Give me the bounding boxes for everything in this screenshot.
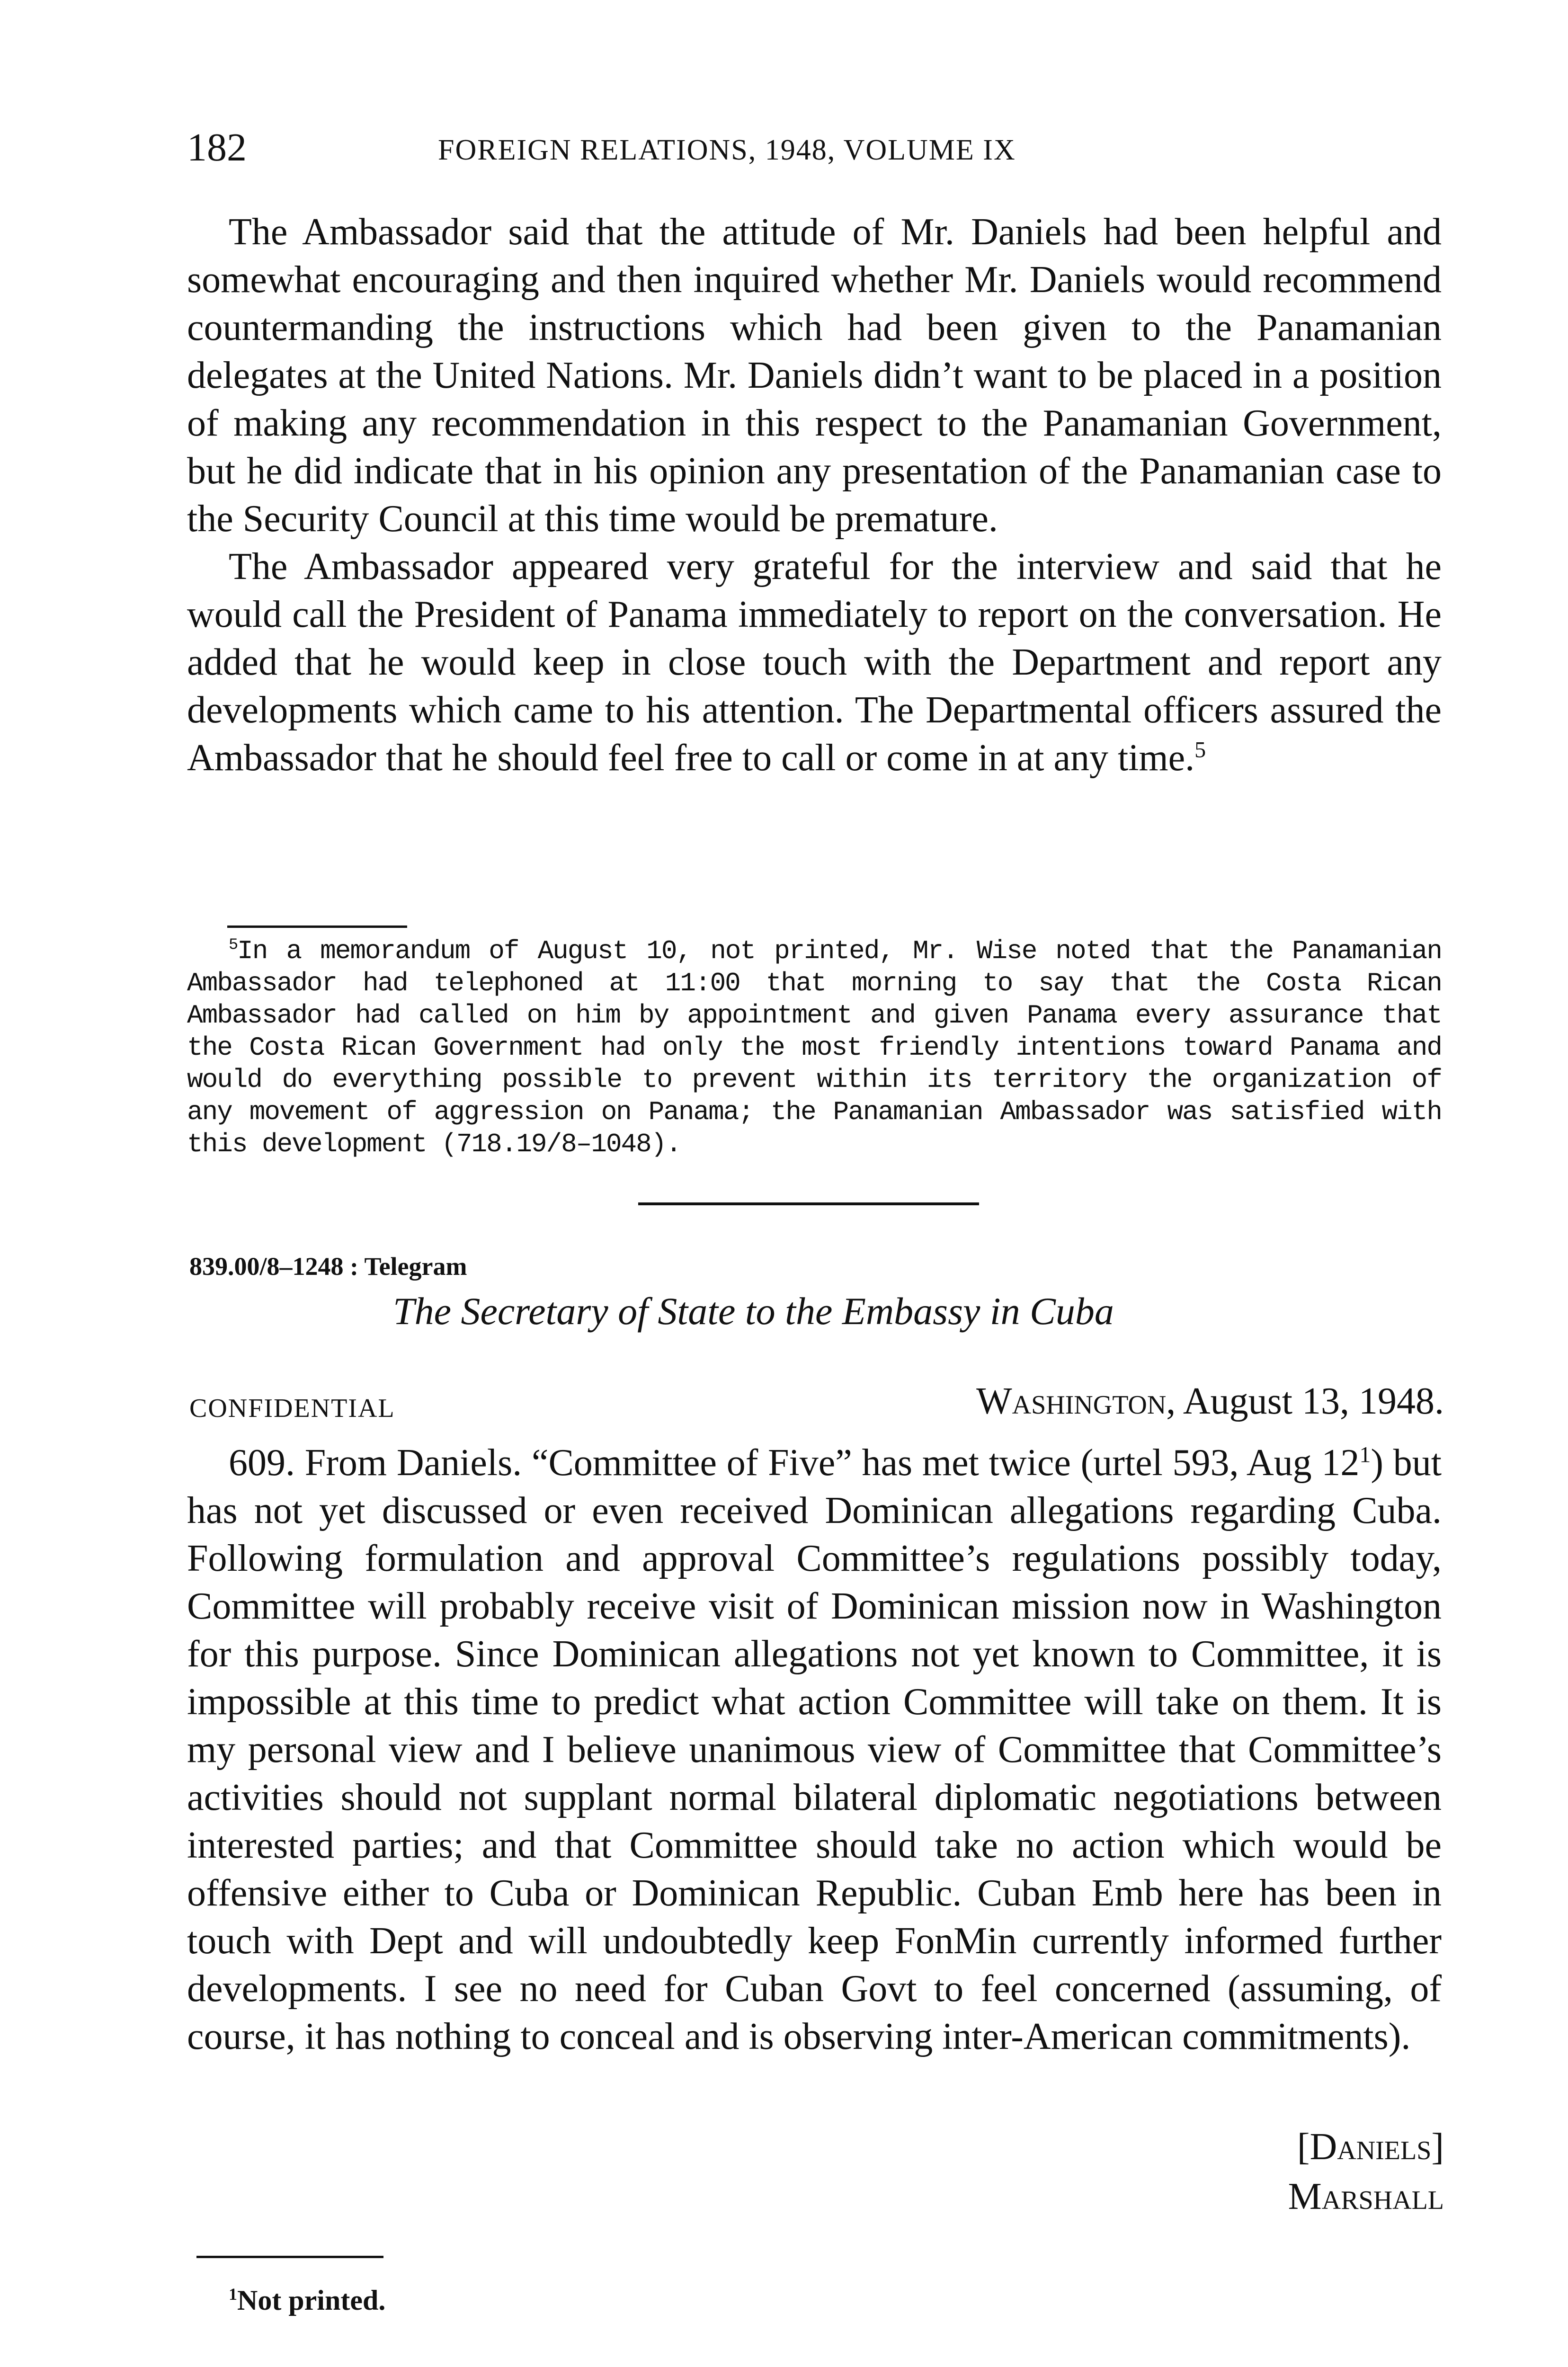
running-head: FOREIGN RELATIONS, 1948, VOLUME IX: [438, 134, 1016, 166]
section-divider: [638, 1202, 979, 1205]
footnote-marker: 1: [229, 2285, 237, 2304]
signature-secretary: Marshall: [1288, 2176, 1444, 2217]
footnote: [187, 2284, 1442, 2316]
dateline: [881, 1378, 1444, 1425]
footnote: [187, 935, 1442, 1160]
footnote-marker: 5: [229, 936, 238, 954]
file-reference: 839.00/8–1248 : Telegram: [189, 1252, 467, 1281]
dateline-place: Washington: [976, 1380, 1167, 1422]
paragraph-text: The Ambassador appeared very grateful for the interview and said that he would call the President of Panama immediately to report on the conversation. He added that he would keep in close touch with the Department and report any developments which came to his attention. The Departmental officers assured the Ambassador that he should feel free to call or come in at any time.: [187, 546, 1442, 779]
footnote-ref: 1: [1359, 1442, 1371, 1468]
paragraph-text: 609. From Daniels. “Committee of Five” has met twice (urtel 593, Aug 12: [229, 1442, 1360, 1484]
footnote-text: In a memorandum of August 10, not printed, Mr. Wise noted that the Panamanian Ambassador had telephoned at 11:00 that morning to say that the Costa Rican Ambassador had called on him by appointment and given Panama every assurance that the Costa Rican Government had only the most friendly intentions toward Panama and would do everything possible to prevent within its territory the organization of any movement of aggression on Panama; the Panamanian Ambassador was satisfied with this development (718.19/8–1048).: [187, 936, 1442, 1159]
section1-body: [187, 208, 1442, 782]
dateline-date: , August 13, 1948.: [1166, 1380, 1444, 1422]
footnote-text: Not printed.: [237, 2285, 386, 2316]
page-header: [187, 124, 1205, 181]
document-title: The Secretary of State to the Embassy in Cuba: [393, 1290, 1114, 1333]
paragraph: [187, 1439, 1442, 2061]
classification: CONFIDENTIAL: [189, 1394, 395, 1423]
footnote-divider: [196, 2256, 383, 2258]
signature-sender: [Daniels]: [1297, 2126, 1444, 2168]
page-number: 182: [187, 125, 247, 169]
footnote-ref: 5: [1194, 737, 1206, 763]
telegram-body: [187, 1439, 1442, 2061]
footnote-divider: [227, 925, 407, 928]
paragraph-text: ) but has not yet discussed or even received Dominican allegations regarding Cuba. Following formulation and approval Committee’s regulations possibly today, Committee will probably receive visit of Dominican mission now in Washington for this purpose. Since Dominican allegations not yet known to Committee, it is impossible at this time to predict what action Committee will take on them. It is my personal view and I believe unanimous view of Committee that Committee’s activities should not supplant normal bilateral diplomatic negotiations between interested parties; and that Committee should take no action which would be offensive either to Cuba or Dominican Republic. Cuban Emb here has been in touch with Dept and will undoubtedly keep FonMin currently informed further developments. I see no need for Cuban Govt to feel concerned (assuming, of course, it has nothing to conceal and is observing inter-American commitments).: [187, 1442, 1442, 2057]
paragraph: [187, 543, 1442, 782]
paragraph: The Ambassador said that the attitude of Mr. Daniels had been helpful and somewhat encouraging and then inquired whether Mr. Daniels would recommend countermanding the instructions which had been given to the Panamanian delegates at the United Nations. Mr. Daniels didn’t want to be placed in a position of making any recommendation in this respect to the Panamanian Government, but he did indicate that in his opinion any presentation of the Panamanian case to the Security Council at this time would be premature.: [187, 211, 1442, 540]
